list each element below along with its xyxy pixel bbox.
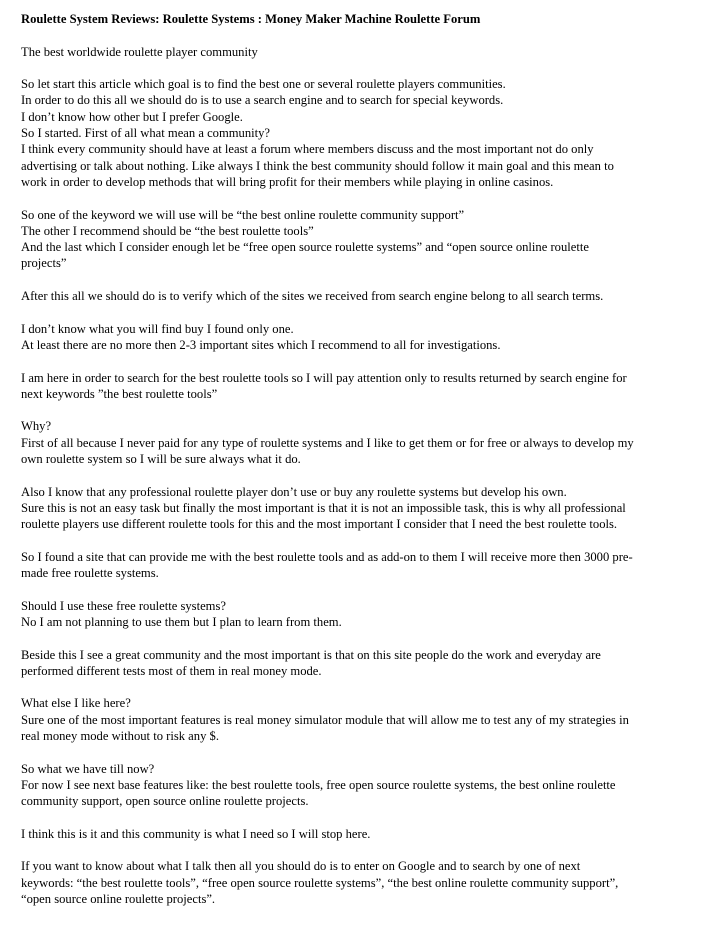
- text-line: roulette players use different roulette tools for this and the most important I consider that I need the best roulette tools.: [21, 517, 618, 532]
- paragraph: [21, 44, 721, 60]
- paragraph: [21, 321, 721, 354]
- text-line: So one of the keyword we will use will be “the best online roulette community support”: [21, 207, 465, 222]
- text-line: Beside this I see a great community and the most important is that on this site people do the work and everyday are: [21, 647, 601, 662]
- text-line: Sure one of the most important features is real money simulator module that will allow me to test any of my strategies in: [21, 712, 629, 727]
- text-line: own roulette system so I will be sure always what it do.: [21, 452, 301, 467]
- text-line: Should I use these free roulette systems?: [21, 598, 226, 613]
- text-line: keywords: “the best roulette tools”, “free open source roulette systems”, “the best online roulette community support”,: [21, 875, 619, 890]
- paragraph: [21, 598, 721, 631]
- text-line: What else I like here?: [21, 696, 131, 711]
- text-line: Sure this is not an easy task but finally the most important is that it is not an impossible task, this is why all professional: [21, 500, 626, 515]
- text-line: I think every community should have at least a forum where members discuss and the most important not do only: [21, 142, 594, 157]
- text-line: So what we have till now?: [21, 761, 155, 776]
- text-line: I think this is it and this community is what I need so I will stop here.: [21, 826, 371, 841]
- text-line: After this all we should do is to verify which of the sites we received from search engine belong to all search terms.: [21, 289, 604, 304]
- text-line: So let start this article which goal is to find the best one or several roulette players communities.: [21, 77, 506, 92]
- paragraph: [21, 418, 721, 467]
- text-line: The best worldwide roulette player community: [21, 44, 258, 59]
- text-line: So I started. First of all what mean a community?: [21, 126, 271, 141]
- paragraph: [21, 647, 721, 680]
- text-line: No I am not planning to use them but I plan to learn from them.: [21, 614, 342, 629]
- text-line: First of all because I never paid for any type of roulette systems and I like to get them or for free or always to develop my: [21, 435, 634, 450]
- text-line: At least there are no more then 2-3 important sites which I recommend to all for investigations.: [21, 337, 501, 352]
- text-line: community support, open source online roulette projects.: [21, 794, 309, 809]
- paragraph: [21, 858, 721, 907]
- paragraph: [21, 76, 721, 190]
- text-line: Why?: [21, 419, 52, 434]
- paragraph: [21, 695, 721, 744]
- text-line: So I found a site that can provide me with the best roulette tools and as add-on to them I will receive more then 3000 pre-: [21, 549, 633, 564]
- text-line: For now I see next base features like: the best roulette tools, free open source roulette systems, the best online roulette: [21, 777, 616, 792]
- text-line: advertising or talk about nothing. Like always I think the best community should follow it main goal and this mean to: [21, 158, 614, 173]
- text-line: projects”: [21, 256, 67, 271]
- text-line: performed different tests most of them in real money mode.: [21, 663, 322, 678]
- text-line: In order to do this all we should do is to use a search engine and to search for special keywords.: [21, 93, 504, 108]
- text-line: “open source online roulette projects”.: [21, 892, 216, 907]
- document-body: [21, 44, 721, 908]
- text-line: real money mode without to risk any $.: [21, 729, 219, 744]
- text-line: made free roulette systems.: [21, 566, 159, 581]
- text-line: And the last which I consider enough let be “free open source roulette systems” and “open source online roulette: [21, 240, 589, 255]
- paragraph: [21, 288, 721, 304]
- paragraph: [21, 826, 721, 842]
- paragraph: [21, 207, 721, 272]
- paragraph: [21, 370, 721, 403]
- text-line: I don’t know what you will find buy I found only one.: [21, 321, 294, 336]
- paragraph: [21, 761, 721, 810]
- text-line: next keywords ”the best roulette tools”: [21, 386, 218, 401]
- text-line: If you want to know about what I talk then all you should do is to enter on Google and to search by one of next: [21, 859, 581, 874]
- text-line: I am here in order to search for the best roulette tools so I will pay attention only to results returned by search engine for: [21, 370, 627, 385]
- text-line: The other I recommend should be “the best roulette tools”: [21, 223, 314, 238]
- text-line: Also I know that any professional roulette player don’t use or buy any roulette systems but develop his own.: [21, 484, 567, 499]
- text-line: I don’t know how other but I prefer Google.: [21, 109, 243, 124]
- paragraph: [21, 484, 721, 533]
- document-page: [21, 11, 721, 924]
- text-line: work in order to develop methods that will bring profit for their members while playing in online casinos.: [21, 174, 554, 189]
- paragraph: [21, 549, 721, 582]
- document-title: Roulette System Reviews: Roulette Systems : Money Maker Machine Roulette Forum: [21, 12, 481, 26]
